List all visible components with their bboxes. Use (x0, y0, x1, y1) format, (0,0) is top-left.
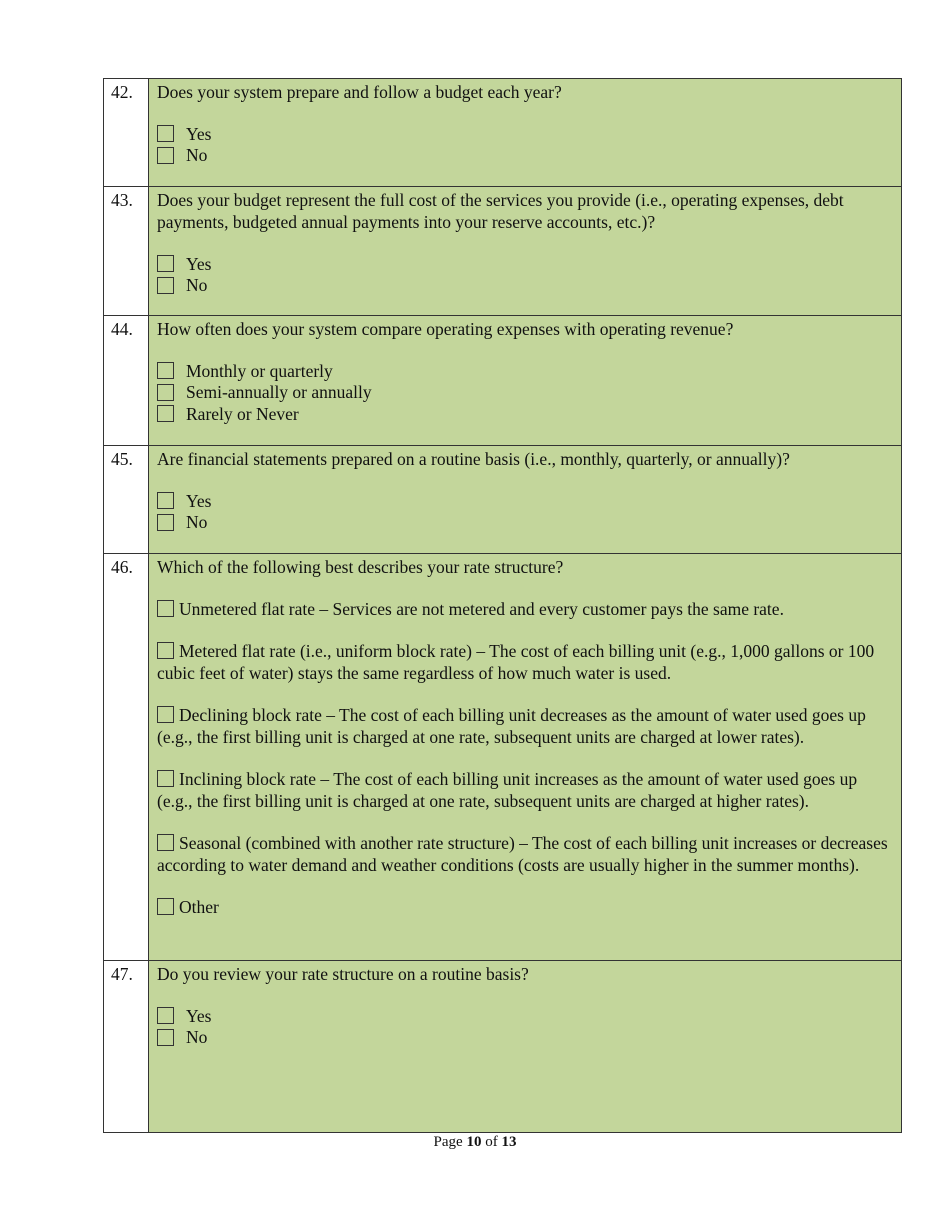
checkbox[interactable] (157, 514, 174, 531)
question-row-45 (104, 446, 902, 554)
option-no[interactable] (157, 275, 893, 297)
question-number: 43. (111, 190, 133, 210)
question-body-cell (149, 961, 902, 1133)
question-text: How often does your system compare operating expenses with operating revenue? (157, 319, 734, 339)
page-of: of (485, 1134, 498, 1150)
checkbox[interactable] (157, 642, 174, 659)
option-label: Yes (186, 123, 212, 144)
question-number-cell (104, 446, 149, 554)
question-row-42 (104, 79, 902, 187)
option-label: No (186, 512, 208, 533)
checkbox[interactable] (157, 1029, 174, 1046)
question-number-cell (104, 961, 149, 1133)
option-no[interactable] (157, 512, 893, 534)
question-row-44 (104, 316, 902, 446)
page-label: Page (433, 1134, 463, 1150)
page-current: 10 (466, 1134, 482, 1150)
question-number: 44. (111, 319, 133, 339)
question-row-43 (104, 187, 902, 316)
checkbox[interactable] (157, 770, 174, 787)
page-footer (0, 1134, 950, 1151)
answer-options (157, 253, 893, 296)
option-label: Metered flat rate (i.e., uniform block rate) – The cost of each billing unit (e.g., 1,000 gallons or 100 cubic feet of water) stays the same regardless of how much water is used. (157, 641, 875, 683)
checkbox[interactable] (157, 834, 174, 851)
option-label: Inclining block rate – The cost of each billing unit increases as the amount of water used goes up (e.g., the first billing unit is charged at one rate, subsequent units are charged at higher rates). (157, 769, 858, 811)
option-rarely-never[interactable] (157, 403, 893, 425)
checkbox[interactable] (157, 277, 174, 294)
checkbox[interactable] (157, 1007, 174, 1024)
question-number: 47. (111, 964, 133, 984)
option-label: No (186, 145, 208, 166)
questionnaire-table (103, 78, 902, 1133)
question-row-46 (104, 554, 902, 961)
checkbox[interactable] (157, 600, 174, 617)
question-row-47 (104, 961, 902, 1133)
question-body-cell (149, 187, 902, 316)
option-label: Unmetered flat rate – Services are not metered and every customer pays the same rate. (179, 599, 784, 619)
question-text: Does your budget represent the full cost of the services you provide (i.e., operating expenses, debt payments, budgeted annual payments into your reserve accounts, etc.)? (157, 190, 844, 232)
question-number-cell (104, 554, 149, 961)
option-no[interactable] (157, 1027, 893, 1049)
option-yes[interactable] (157, 123, 893, 145)
question-number: 42. (111, 82, 133, 102)
checkbox[interactable] (157, 898, 174, 915)
option-label: Seasonal (combined with another rate structure) – The cost of each billing unit increases or decreases according to water demand and weather conditions (costs are usually higher in the summer months). (157, 833, 888, 875)
option-label: Yes (186, 1005, 212, 1026)
option-label: Rarely or Never (186, 403, 299, 424)
option-metered-flat-rate[interactable] (157, 640, 893, 684)
question-body-cell (149, 79, 902, 187)
question-number: 45. (111, 449, 133, 469)
answer-options (157, 360, 893, 425)
question-body-cell (149, 446, 902, 554)
question-text: Which of the following best describes your rate structure? (157, 557, 564, 577)
option-declining-block-rate[interactable] (157, 704, 893, 748)
option-label: No (186, 275, 208, 296)
question-text: Does your system prepare and follow a budget each year? (157, 82, 562, 102)
answer-options (157, 1005, 893, 1048)
option-inclining-block-rate[interactable] (157, 768, 893, 812)
option-yes[interactable] (157, 253, 893, 275)
question-number-cell (104, 316, 149, 446)
question-number-cell (104, 79, 149, 187)
checkbox[interactable] (157, 147, 174, 164)
checkbox[interactable] (157, 706, 174, 723)
checkbox[interactable] (157, 405, 174, 422)
option-semi-annually-annually[interactable] (157, 382, 893, 404)
answer-options (157, 490, 893, 533)
checkbox[interactable] (157, 125, 174, 142)
checkbox[interactable] (157, 362, 174, 379)
option-seasonal[interactable] (157, 832, 893, 876)
checkbox[interactable] (157, 255, 174, 272)
option-no[interactable] (157, 145, 893, 167)
question-text: Do you review your rate structure on a routine basis? (157, 964, 529, 984)
option-label: Monthly or quarterly (186, 360, 333, 381)
option-label: Yes (186, 490, 212, 511)
checkbox[interactable] (157, 492, 174, 509)
question-body-cell (149, 554, 902, 961)
option-label: Declining block rate – The cost of each billing unit decreases as the amount of water used goes up (e.g., the first billing unit is charged at one rate, subsequent units are charged at lower rates). (157, 705, 866, 747)
option-yes[interactable] (157, 1005, 893, 1027)
page-total: 13 (501, 1134, 517, 1150)
question-number-cell (104, 187, 149, 316)
question-number: 46. (111, 557, 133, 577)
option-label: Semi-annually or annually (186, 382, 372, 403)
option-label: No (186, 1027, 208, 1048)
option-label: Yes (186, 253, 212, 274)
checkbox[interactable] (157, 384, 174, 401)
option-yes[interactable] (157, 490, 893, 512)
option-label: Other (179, 897, 219, 917)
answer-options (157, 123, 893, 166)
question-body-cell (149, 316, 902, 446)
option-other[interactable] (157, 896, 893, 918)
option-unmetered-flat-rate[interactable] (157, 598, 893, 620)
option-monthly-quarterly[interactable] (157, 360, 893, 382)
question-text: Are financial statements prepared on a routine basis (i.e., monthly, quarterly, or annually)? (157, 449, 790, 469)
